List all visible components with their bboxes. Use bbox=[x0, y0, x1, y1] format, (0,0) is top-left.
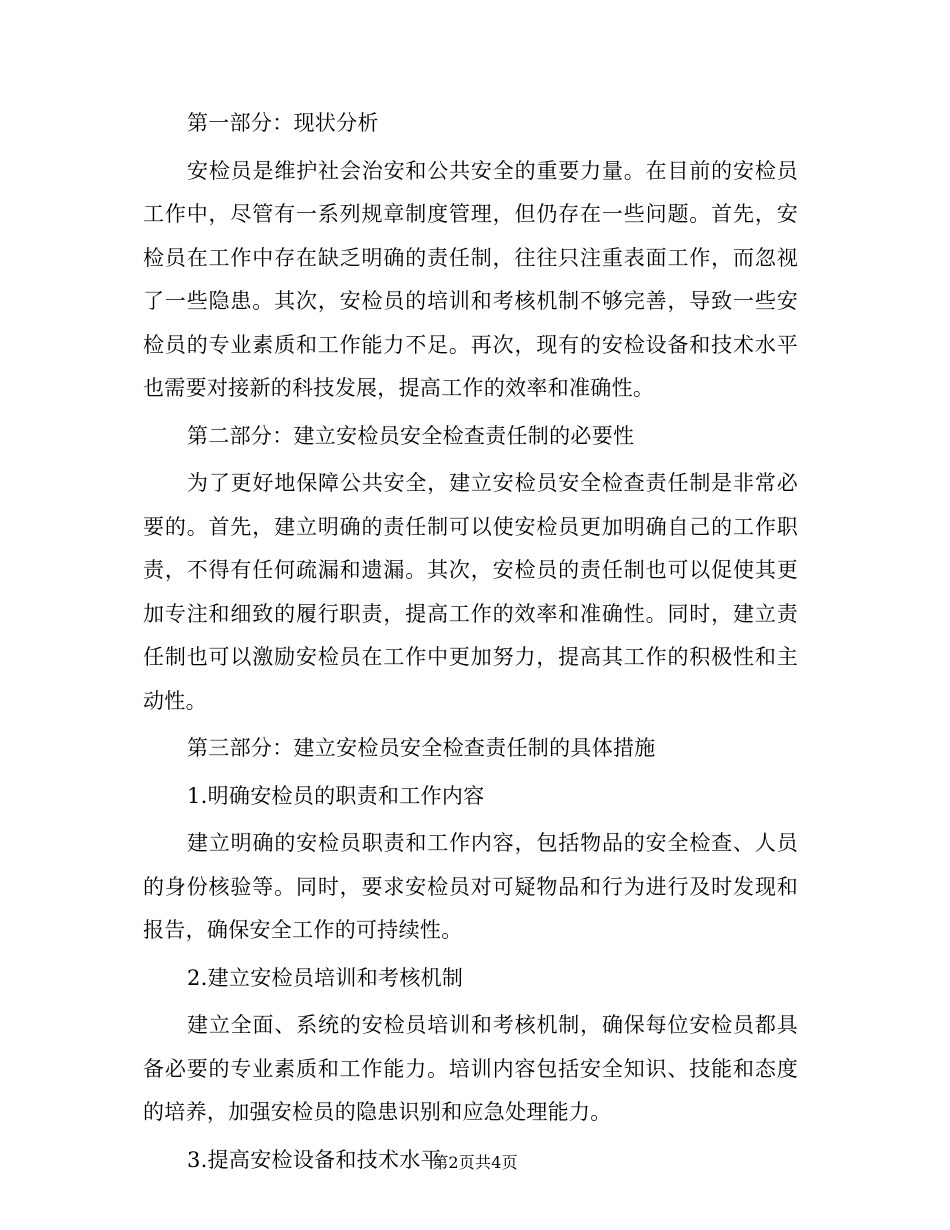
body-paragraph: 为了更好地保障公共安全，建立安检员安全检查责任制是非常必要的。首先，建立明确的责任制可以使安检员更加明确自己的工作职责，不得有任何疏漏和遗漏。其次，安检员的责任制也可以促使其更加专注和细致的履行职责，提高工作的效率和准确性。同时，建立责任制也可以激励安检员在工作中更加努力，提高其工作的积极性和主动性。 bbox=[143, 471, 798, 713]
subheading-1: 1.明确安检员的职责和工作内容 bbox=[187, 783, 485, 808]
body-paragraph: 建立全面、系统的安检员培训和考核机制，确保每位安检员都具备必要的专业素质和工作能力。培训内容包括安全知识、技能和态度的培养，加强安检员的隐患识别和应急处理能力。 bbox=[143, 1013, 798, 1124]
section-heading-1: 第一部分：现状分析 bbox=[187, 111, 379, 135]
subheading-3: 3.提高安检设备和技术水平 bbox=[187, 1147, 442, 1172]
section-heading-3: 第三部分：建立安检员安全检查责任制的具体措施 bbox=[187, 736, 656, 760]
page-number-footer: 第2页共4页 bbox=[432, 1153, 518, 1172]
body-paragraph: 安检员是维护社会治安和公共安全的重要力量。在目前的安检员工作中，尽管有一系列规章制度管理，但仍存在一些问题。首先，安检员在工作中存在缺乏明确的责任制，往往只注重表面工作，而忽视了一些隐患。其次，安检员的培训和考核机制不够完善，导致一些安检员的专业素质和工作能力不足。再次，现有的安检设备和技术水平也需要对接新的科技发展，提高工作的效率和准确性。 bbox=[143, 158, 798, 400]
body-paragraph: 建立明确的安检员职责和工作内容，包括物品的安全检查、人员的身份核验等。同时，要求安检员对可疑物品和行为进行及时发现和报告，确保安全工作的可持续性。 bbox=[143, 831, 798, 942]
document-body bbox=[143, 102, 798, 1186]
section-heading-2: 第二部分：建立安检员安全检查责任制的必要性 bbox=[187, 423, 635, 448]
subheading-2: 2.建立安检员培训和考核机制 bbox=[187, 965, 464, 990]
